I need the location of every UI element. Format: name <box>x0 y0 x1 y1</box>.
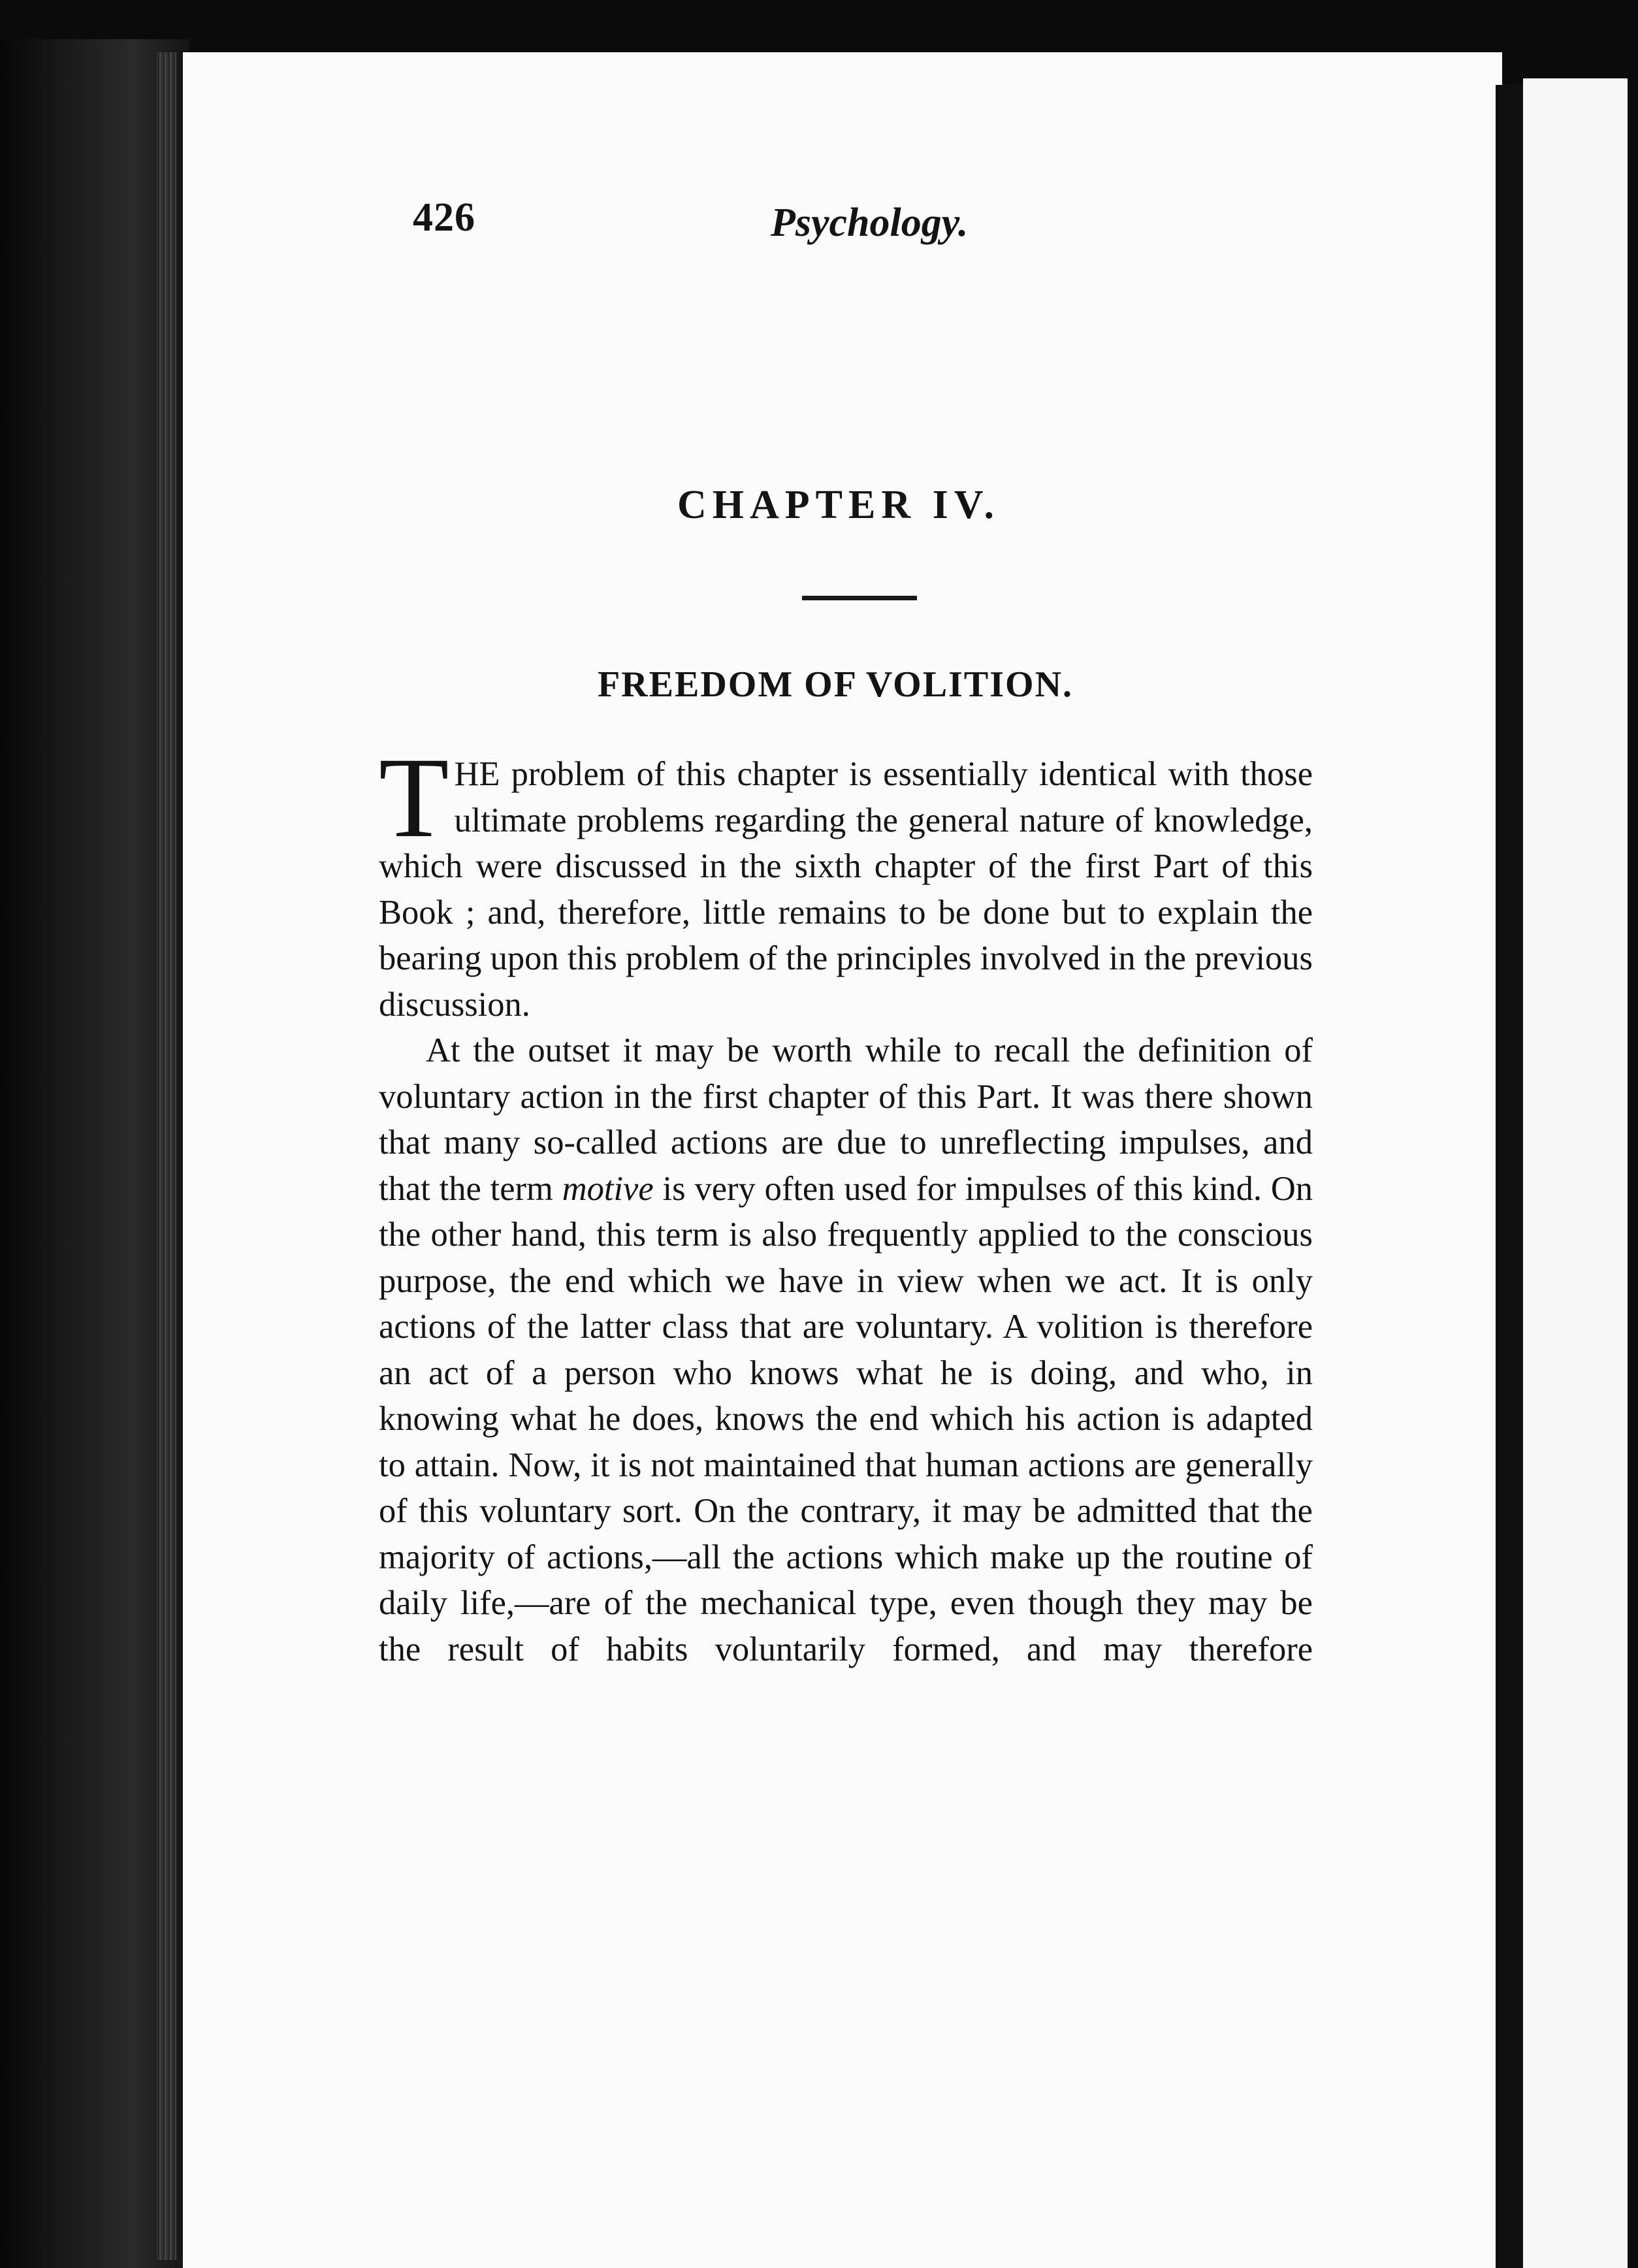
page-edges <box>157 52 176 2260</box>
chapter-heading <box>0 482 1638 528</box>
body-text <box>379 734 1313 1672</box>
paragraph-2-text-b: is very often used for impulses of this kind. On the other hand, this term is also frequently applied to the conscious purpose, the end which we have in view when we act. It is only actions of the latter class that are voluntary. A volition is therefore an act of a person who knows what he is doing, and who, in knowing what he does, knows the end which his action is adapted to attain. Now, it is not maintained that human actions are generally of this voluntary sort. On the contrary, it may be admitted that the majority of actions,—all the actions which make up the routine of daily life,—are of the mechanical type, even though they may be the result of habits voluntarily formed, and may therefore <box>379 1169 1313 1668</box>
emphasis-motive: motive <box>562 1169 654 1208</box>
chapter-title <box>0 664 1638 705</box>
paragraph-2 <box>379 1028 1313 1672</box>
paragraph-1-text: problem of this chapter is essentially identical with those ultimate problems regarding the general nature of knowledge, which were discussed in the sixth chapter of the first Part of this Book ; and, therefore, little remains to be done but to explain the bearing upon this problem of the principles involved in the previous discussion. <box>379 755 1313 1024</box>
scan-right-border <box>1628 65 1638 2268</box>
book-gutter <box>1496 85 1523 2268</box>
chapter-heading-text: CHAPTER IV. <box>677 483 1001 527</box>
running-head: Psychology. <box>771 201 969 245</box>
page-number: 426 <box>413 195 475 240</box>
chapter-rule <box>802 596 917 600</box>
right-page-fragment <box>1523 78 1628 2268</box>
chapter-title-text: FREEDOM OF VOLITION. <box>597 664 1074 705</box>
drop-cap: T <box>379 734 449 862</box>
lead-in: HE <box>454 755 500 793</box>
paragraph-1 <box>379 734 1313 1028</box>
paragraph-2-text-a: At the outset it may be worth while to recall the definition of voluntary action in the first chapter of this Part. It was there shown that many so-called actions are due to unreflecting impulses, and that the term <box>379 1031 1313 1208</box>
